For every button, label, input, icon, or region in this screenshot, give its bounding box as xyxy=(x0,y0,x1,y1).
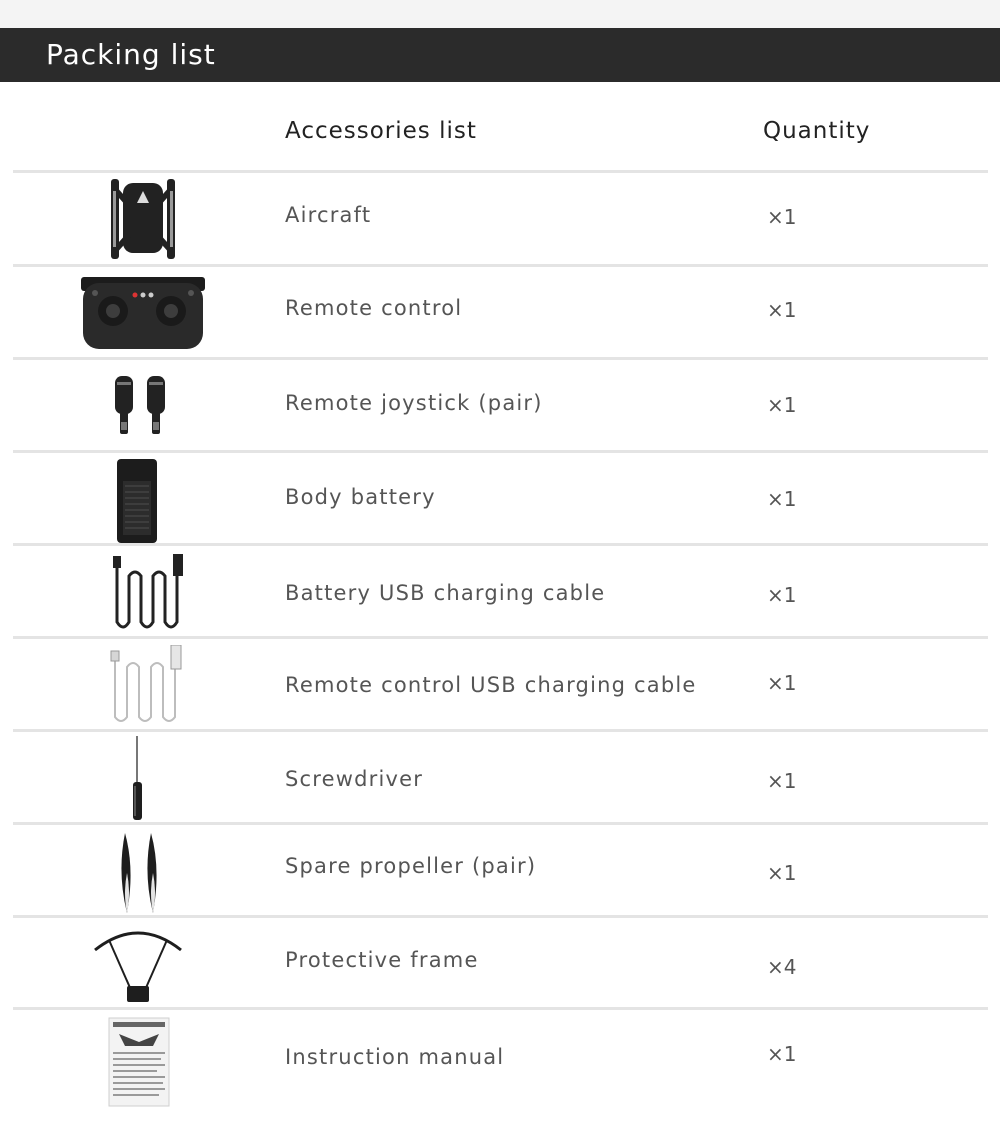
table-row xyxy=(13,825,988,916)
item-label: Screwdriver xyxy=(285,767,424,791)
item-quantity: ×1 xyxy=(767,769,797,793)
item-quantity: ×1 xyxy=(767,298,797,322)
table-row xyxy=(13,173,988,264)
table-row xyxy=(13,639,988,730)
battery-icon xyxy=(43,457,243,543)
item-label: Remote joystick (pair) xyxy=(285,391,543,415)
black-usb-cable-icon xyxy=(43,554,243,632)
quantity-column-header: Quantity xyxy=(763,118,871,144)
item-label: Protective frame xyxy=(285,948,479,972)
table-row xyxy=(13,546,988,637)
table-row xyxy=(13,732,988,823)
item-label: Spare propeller (pair) xyxy=(285,854,537,878)
item-quantity: ×1 xyxy=(767,671,797,695)
top-strip xyxy=(0,0,1000,28)
item-quantity: ×1 xyxy=(767,393,797,417)
table-row xyxy=(13,453,988,544)
remote-control-icon xyxy=(43,273,243,353)
table-row xyxy=(13,360,988,451)
item-label: Remote control xyxy=(285,296,463,320)
item-quantity: ×1 xyxy=(767,487,797,511)
item-quantity: ×1 xyxy=(767,1042,797,1066)
drone-icon xyxy=(43,175,243,263)
manual-icon xyxy=(43,1016,243,1108)
page-title: Packing list xyxy=(46,38,216,71)
item-quantity: ×1 xyxy=(767,861,797,885)
item-quantity: ×1 xyxy=(767,583,797,607)
item-quantity: ×4 xyxy=(767,955,797,979)
joystick-icon xyxy=(43,374,243,440)
protective-frame-icon xyxy=(43,924,243,1008)
item-label: Body battery xyxy=(285,485,436,509)
propeller-icon xyxy=(43,829,243,915)
white-usb-cable-icon xyxy=(43,645,243,725)
item-label: Battery USB charging cable xyxy=(285,581,606,605)
table-row xyxy=(13,918,988,1009)
item-label: Remote control USB charging cable xyxy=(285,673,697,697)
table-row xyxy=(13,1010,988,1110)
item-label: Aircraft xyxy=(285,203,372,227)
header-banner xyxy=(0,28,1000,82)
table-row xyxy=(13,267,988,358)
accessories-column-header: Accessories list xyxy=(285,118,477,144)
screwdriver-icon xyxy=(43,734,243,822)
item-label: Instruction manual xyxy=(285,1045,505,1069)
item-quantity: ×1 xyxy=(767,205,797,229)
